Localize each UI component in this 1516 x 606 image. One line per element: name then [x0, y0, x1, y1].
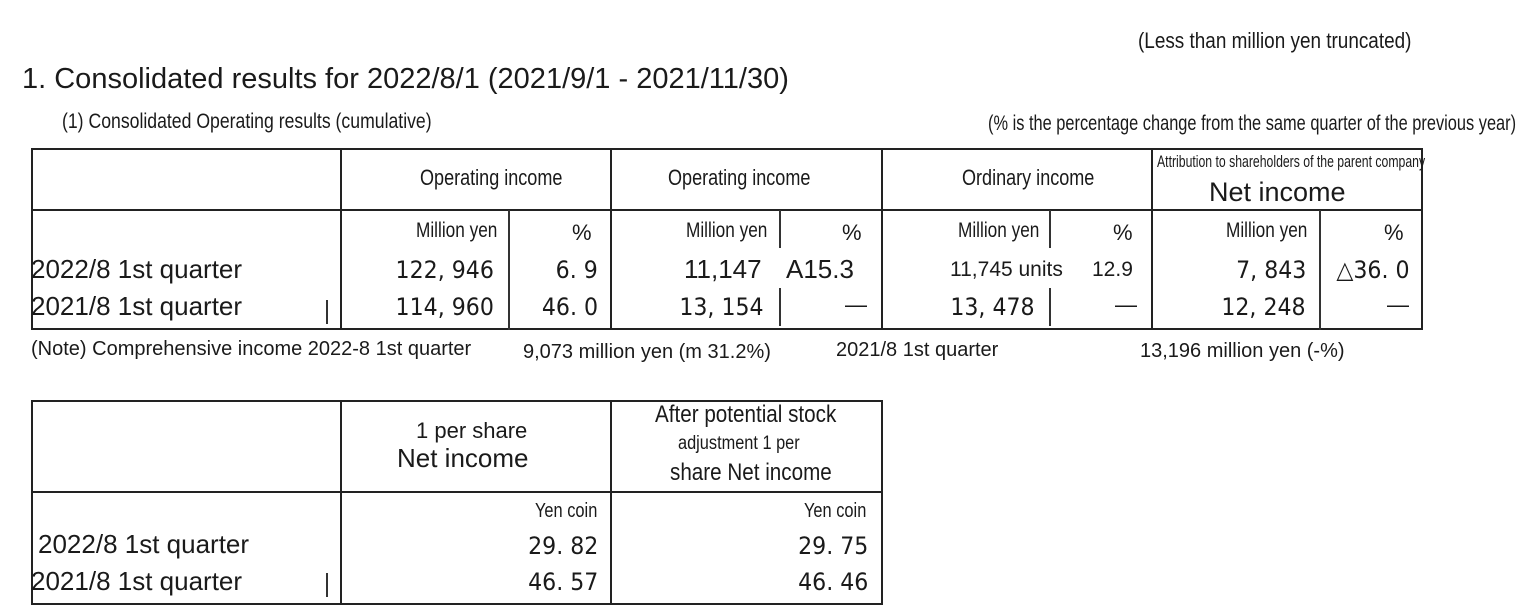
- comprehensive-income-prior-label: 2021/8 1st quarter: [836, 339, 999, 361]
- cell-percent: 6. 9: [555, 256, 598, 284]
- truncation-note: (Less than million yen truncated): [1138, 28, 1412, 53]
- cell-diluted-eps: 46. 46: [797, 568, 868, 596]
- row-label: 2021/8 1st quarter: [31, 291, 243, 321]
- percentage-note: (% is the percentage change from the same quarter of the previous year): [988, 112, 1516, 135]
- percent-label: %: [572, 220, 592, 245]
- column-header-net-income: Net income: [1209, 177, 1346, 207]
- unit-label: Million yen: [958, 219, 1040, 242]
- unit-label: Million yen: [416, 219, 498, 242]
- cell-percent: △36. 0: [1336, 256, 1410, 284]
- unit-label: Yen coin: [804, 500, 867, 522]
- comprehensive-income-note: (Note) Comprehensive income 2022-8 1st quarter: [31, 338, 472, 360]
- row-label: 2021/8 1st quarter: [31, 566, 243, 596]
- column-header-diluted-eps-line1: After potential stock: [655, 401, 837, 428]
- cell-percent: A15.3: [786, 254, 854, 284]
- cell-value: 7, 843: [1235, 256, 1306, 284]
- cell-value: 122, 946: [395, 256, 494, 284]
- unit-label: Million yen: [1226, 219, 1308, 242]
- cell-percent: —: [1387, 292, 1409, 317]
- unit-label: Yen coin: [535, 500, 598, 522]
- cell-value: 13, 154: [679, 293, 764, 321]
- row-label: 2022/8 1st quarter: [38, 529, 250, 559]
- column-header-net-income-attribution: Attribution to shareholders of the parent company: [1157, 152, 1426, 171]
- percent-label: %: [1113, 220, 1133, 245]
- cell-value: 114, 960: [395, 293, 494, 321]
- page-title: 1. Consolidated results for 2022/8/1 (2021/9/1 - 2021/11/30): [22, 63, 789, 95]
- cell-value: 11,745 units: [950, 258, 1063, 281]
- row-label: 2022/8 1st quarter: [31, 254, 243, 284]
- cell-eps: 29. 82: [527, 532, 598, 560]
- cell-value: 13, 478: [950, 293, 1035, 321]
- cell-eps: 46. 57: [527, 568, 598, 596]
- cell-percent: 12.9: [1092, 258, 1133, 281]
- column-header-operating-revenue: Operating income: [420, 165, 563, 190]
- cell-percent: —: [845, 292, 867, 317]
- column-header-diluted-eps-line3: share Net income: [670, 459, 832, 486]
- cell-percent: 46. 0: [541, 293, 598, 321]
- cell-percent: —: [1115, 292, 1137, 317]
- column-header-ordinary-income: Ordinary income: [962, 165, 1095, 190]
- comprehensive-income-current: 9,073 million yen (m 31.2%): [523, 341, 771, 363]
- comprehensive-income-prior: 13,196 million yen (-%): [1140, 340, 1345, 362]
- percent-label: %: [842, 220, 862, 245]
- unit-label: Million yen: [686, 219, 768, 242]
- column-header-diluted-eps-line2: adjustment 1 per: [678, 433, 800, 454]
- cell-value: 12, 248: [1221, 293, 1306, 321]
- column-header-eps-line1: 1 per share: [416, 418, 528, 443]
- cell-value: 11,147: [684, 254, 762, 284]
- section-subtitle: (1) Consolidated Operating results (cumulative): [62, 110, 432, 133]
- column-header-operating-income: Operating income: [668, 165, 811, 190]
- cell-diluted-eps: 29. 75: [797, 532, 868, 560]
- column-header-eps-line2: Net income: [397, 443, 529, 473]
- percent-label: %: [1384, 220, 1404, 245]
